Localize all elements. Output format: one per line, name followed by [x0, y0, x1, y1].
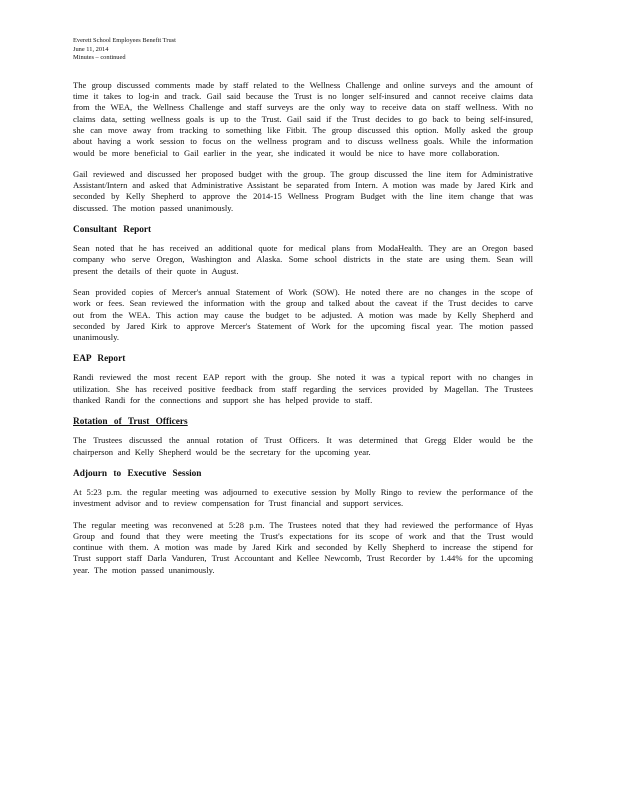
rotation-paragraph: The Trustees discussed the annual rotation of Trust Officers. It was determined that Gregg Elder would be the chairperson and Kelly Shepherd would be the secretary for the upcoming year.	[73, 435, 533, 457]
document-header	[73, 37, 533, 63]
budget-paragraph: Gail reviewed and discussed her proposed budget with the group. The group discussed the line item for Administrative Assistant/Intern and asked that Administrative Assistant be separated from Intern. A motion was made by Jared Kirk and seconded by Kelly Shepherd to approve the 2014-15 Wellness Program Budget with the line item change that was discussed. The motion passed unanimously.	[73, 168, 533, 213]
header-subtitle: Minutes – continued	[73, 54, 126, 62]
eap-report-heading: EAP Report	[73, 354, 126, 365]
adjourn-heading: Adjourn to Executive Session	[73, 468, 202, 479]
header-date: June 11, 2014	[73, 45, 109, 53]
eap-paragraph: Randi reviewed the most recent EAP report with the group. She noted it was a typical report with no changes in utilization. She has received positive feedback from staff regarding the services provided by Magellan. The Trustees thanked Randi for the connections and support she has helped provide to staff.	[73, 372, 533, 406]
reconvene-paragraph: The regular meeting was reconvened at 5:28 p.m. The Trustees noted that they had reviewed the performance of Hyas Group and found that they were meeting the Trust's expectations for its scope of work and that the Trust would continue with them. A motion was made by Jared Kirk and seconded by Kelly Shepherd to increase the stipend for Trust support staff Darla Vanduren, Trust Accountant and Kellee Newcomb, Trust Recorder by 1.44% for the upcoming year. The motion passed unanimously.	[73, 519, 533, 575]
adjourn-paragraph: At 5:23 p.m. the regular meeting was adjourned to executive session by Molly Ringo to review the performance of the investment advisor and to review compensation for Trust financial and support services.	[73, 486, 533, 509]
wellness-paragraph: The group discussed comments made by staff related to the Wellness Challenge and online surveys and the amount of time it takes to log-in and track. Gail said because the Trust is no longer self-insured and cannot receive claims data from the WEA, the Wellness Challenge and staff surveys are the only way to receive data on staff wellness. With no claims data, setting wellness goals is up to the Trust. Gail said if the Trust decides to go back to being self-insured, she can move away from tracking to something like Fitbit. The group discussed this option. Molly asked the group about having a work session to focus on the wellness program and to discuss wellness goals. While the information would be more beneficial to Gail earlier in the year, she indicated it would be nice to have more collaboration.	[73, 79, 533, 158]
document-page	[73, 37, 533, 586]
consultant-report-heading: Consultant Report	[73, 225, 152, 236]
header-title: Everett School Employees Benefit Trust	[73, 37, 176, 44]
mercer-sow-paragraph: Sean provided copies of Mercer's annual Statement of Work (SOW). He noted there are no changes in the scope of work or fees. Sean reviewed the information with the group and talked about the caveat if the Trust decides to carve out from the WEA. This action may cause the budget to be adjusted. A motion was made by Kelly Shepherd and seconded by Jared Kirk to approve Mercer's Statement of Work for the upcoming fiscal year. The motion passed unanimously.	[73, 286, 533, 343]
rotation-heading: Rotation of Trust Officers	[73, 417, 188, 428]
moda-quote-paragraph: Sean noted that he has received an additional quote for medical plans from ModaHealth. They are an Oregon based company who serve Oregon, Washington and Alaska. Some school districts in the state are using them. Sean will present the details of their quote in August.	[73, 243, 533, 276]
